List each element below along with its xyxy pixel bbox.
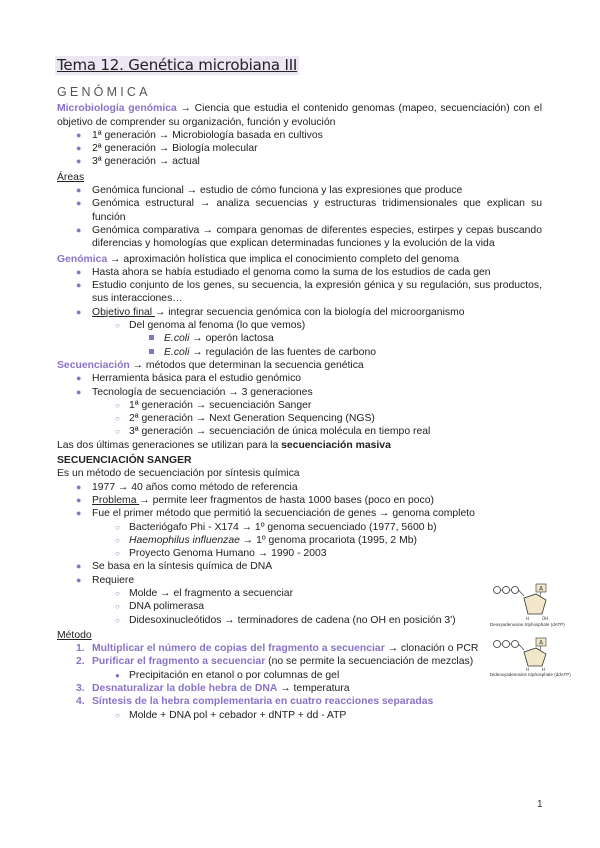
- section-heading: GENÓMICA: [57, 85, 151, 99]
- list-item: ● 3ª generación → actual: [76, 156, 200, 168]
- list-item: ● Requiere: [76, 574, 135, 586]
- method-step: 3. Desnaturalizar la doble hebra de DNA → temperatura: [76, 683, 350, 695]
- datp-caption: Deoxyadenosine triphosphate (dATP): [490, 622, 565, 627]
- method-heading: Método: [57, 629, 92, 641]
- list-item: ○ Didesoxinucleótidos → terminadores de cadena (no OH en posición 3'): [115, 614, 456, 626]
- ddatp-caption: Dideoxyadenosine triphosphate (ddATP): [490, 672, 571, 677]
- list-item: ● Precipitación en etanol o por columnas de gel: [115, 669, 340, 681]
- page-title: Tema 12. Genética microbiana III: [57, 56, 298, 74]
- list-item: ○ Haemophilus influenzae → 1º genoma procariota (1995, 2 Mb): [115, 534, 417, 546]
- genomica-definition: Genómica → aproximación holística que implica el conocimiento completo del genoma: [57, 253, 459, 265]
- method-step: 2. Purificar el fragmento a secuenciar (no se permite la secuenciación de mezclas): [76, 656, 474, 668]
- list-item: ● Genómica comparativa → compara genomas de diferentes especies, estirpes y cepas buscando diferencias y homologías que explican determinadas funciones y la evolución de la vida: [76, 224, 542, 250]
- method-list: [57, 639, 544, 722]
- page-number: 1: [537, 799, 543, 810]
- list-item: ○ 3ª generación → secuenciación de única molécula en tiempo real: [115, 426, 431, 438]
- sanger-heading: SECUENCIACIÓN SANGER: [57, 455, 192, 467]
- list-item: E.coli → operón lactosa: [57, 332, 542, 345]
- datp-molecule-diagram: [490, 582, 560, 622]
- sanger-list: [57, 481, 542, 627]
- sanger-intro: Es un método de secuenciación por síntesis química: [57, 468, 300, 480]
- list-item: ○ Del genoma al fenoma (lo que vemos): [115, 320, 306, 332]
- massive-sequencing-note: Las dos últimas generaciones se utilizan para la secuenciación masiva: [57, 439, 391, 451]
- list-item: ● Genómica estructural → analiza secuencias y estructuras tridimensionales que explican su función: [76, 198, 542, 223]
- ddatp-structure-figure: [490, 636, 571, 677]
- list-item: ● Herramienta básica para el estudio genómico: [76, 373, 302, 385]
- ddatp-molecule-diagram: [490, 636, 560, 672]
- list-item: ● Tecnología de secuenciación → 3 generaciones: [76, 386, 313, 398]
- method-step: 4. Síntesis de la hebra complementaria en cuatro reacciones separadas: [76, 696, 434, 708]
- method-step: 1. Multiplicar el número de copias del fragmento a secuenciar → clonación o PCR: [76, 643, 479, 655]
- base-label: A: [539, 639, 544, 647]
- svg-text:H: H: [526, 667, 530, 672]
- list-item: ● Se basa en la síntesis química de DNA: [76, 561, 273, 573]
- genomica-list: [57, 266, 542, 359]
- generations-list: [57, 129, 542, 169]
- genomics-definition: Microbiología genómica → Ciencia que estudia el contenido genomas (mapeo, secuenciación) con el objetivo de comprender su organización, función y evolución: [57, 103, 542, 128]
- list-item: ○ Molde → el fragmento a secuenciar: [115, 587, 294, 599]
- document-page: [57, 56, 542, 722]
- list-item: ○ DNA polimerasa: [115, 601, 205, 613]
- secuenciacion-list: [57, 372, 542, 438]
- areas-heading: Áreas: [57, 171, 85, 183]
- list-item: ● 1ª generación → Microbiología basada en cultivos: [76, 129, 323, 141]
- list-item: ○ 1ª generación → secuenciación Sanger: [115, 399, 312, 411]
- secuenciacion-definition: Secuenciación → métodos que determinan la secuencia genética: [57, 359, 364, 371]
- list-item: ○ Molde + DNA pol + cebador + dNTP + dd - ATP: [115, 709, 347, 721]
- list-item: ● Objetivo final → integrar secuencia genómica con la biología del microorganismo: [76, 306, 465, 318]
- list-item: ● 1977 → 40 años como método de referencia: [76, 481, 298, 493]
- list-item: ○ 2ª generación → Next Generation Sequencing (NGS): [115, 413, 375, 425]
- list-item: ● Hasta ahora se había estudiado el genoma como la suma de los estudios de cada gen: [76, 266, 491, 278]
- svg-text:H: H: [526, 616, 530, 621]
- datp-structure-figure: [490, 582, 565, 627]
- list-item: E.coli → regulación de las fuentes de carbono: [57, 346, 542, 359]
- list-item: ● Genómica funcional → estudio de cómo funciona y las expresiones que produce: [76, 185, 463, 197]
- list-item: ○ Proyecto Genoma Humano → 1990 - 2003: [115, 548, 327, 560]
- svg-text:OH: OH: [542, 616, 549, 621]
- list-item: ○ Bacteriógafo Phi - X174 → 1º genoma secuenciado (1977, 5600 b): [115, 521, 437, 533]
- list-item: ● Fue el primer método que permitió la secuenciación de genes → genoma completo: [76, 508, 475, 520]
- svg-text:H: H: [542, 667, 546, 672]
- list-item: ● Problema → permite leer fragmentos de hasta 1000 bases (poco en poco): [76, 494, 434, 506]
- list-item: ● Estudio conjunto de los genes, su secuencia, la expresión génica y su regulación, sus productos, sus interacciones…: [76, 280, 542, 305]
- areas-list: [57, 184, 542, 250]
- list-item: ● 2ª generación → Biología molecular: [76, 143, 258, 155]
- base-label: A: [539, 585, 544, 593]
- term-microbiologia-genomica: Microbiología genómica: [57, 103, 177, 115]
